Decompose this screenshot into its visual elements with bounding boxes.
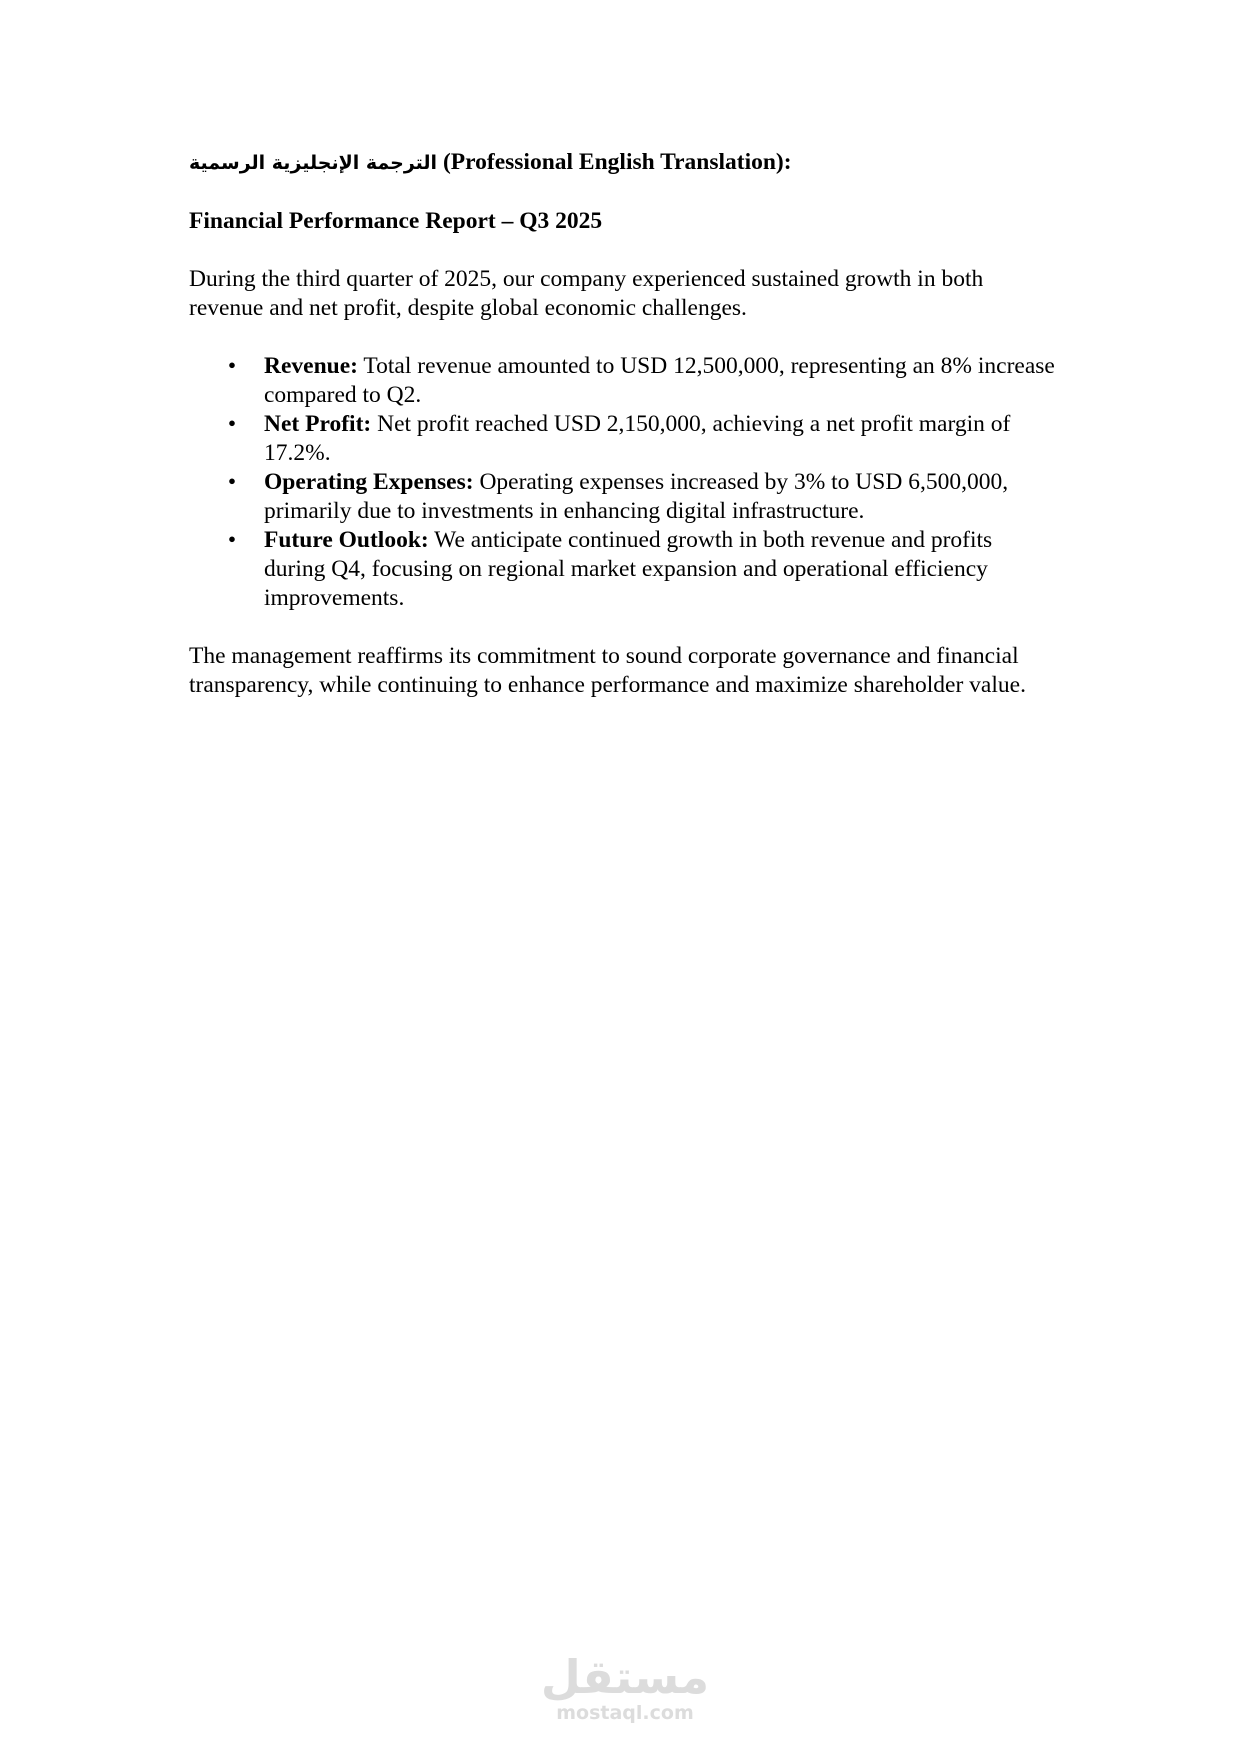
bullet-text: Operating expenses increased by 3% to USD 6,500,000, primarily due to investments in enhancing digital infrastructure. (264, 469, 1009, 524)
english-label: (Professional English Translation): (442, 149, 792, 175)
bullet-icon: • (227, 411, 237, 437)
intro-paragraph: During the third quarter of 2025, our company experienced sustained growth in both revenue and net profit, despite global economic challenges. (189, 266, 984, 321)
bullet-term: Operating Expenses: (264, 469, 474, 495)
bullet-revenue (189, 352, 1059, 410)
arabic-label: الترجمة الإنجليزية الرسمية (189, 152, 438, 174)
bullet-operating-expenses (189, 468, 1059, 526)
bullet-text: Net profit reached USD 2,150,000, achieving a net profit margin of 17.2%. (264, 411, 1011, 466)
bullet-term: Future Outlook: (264, 527, 429, 553)
bullet-term: Net Profit: (264, 411, 372, 437)
mostaql-watermark (540, 1652, 710, 1724)
bullet-net-profit (189, 410, 1059, 468)
watermark-logo-arabic: مستقل (540, 1650, 710, 1704)
translation-label (189, 148, 1059, 178)
bullet-text: Total revenue amounted to USD 12,500,000, representing an 8% increase compared to Q2. (264, 353, 1055, 408)
bullet-icon: • (227, 469, 237, 495)
highlights-list (189, 352, 1059, 613)
bullet-icon: • (227, 527, 237, 553)
watermark-logo-url: mostaql.com (556, 1702, 694, 1724)
bullet-text: We anticipate continued growth in both revenue and profits during Q4, focusing on regional market expansion and operational efficiency improvements. (264, 527, 993, 611)
report-title: Financial Performance Report – Q3 2025 (189, 208, 603, 234)
bullet-icon: • (227, 353, 237, 379)
bullet-term: Revenue: (264, 353, 358, 379)
closing-paragraph: The management reaffirms its commitment to sound corporate governance and financial transparency, while continuing to enhance performance and maximize shareholder value. (189, 643, 1026, 698)
bullet-future-outlook (189, 526, 1059, 613)
document-body (189, 148, 1059, 700)
